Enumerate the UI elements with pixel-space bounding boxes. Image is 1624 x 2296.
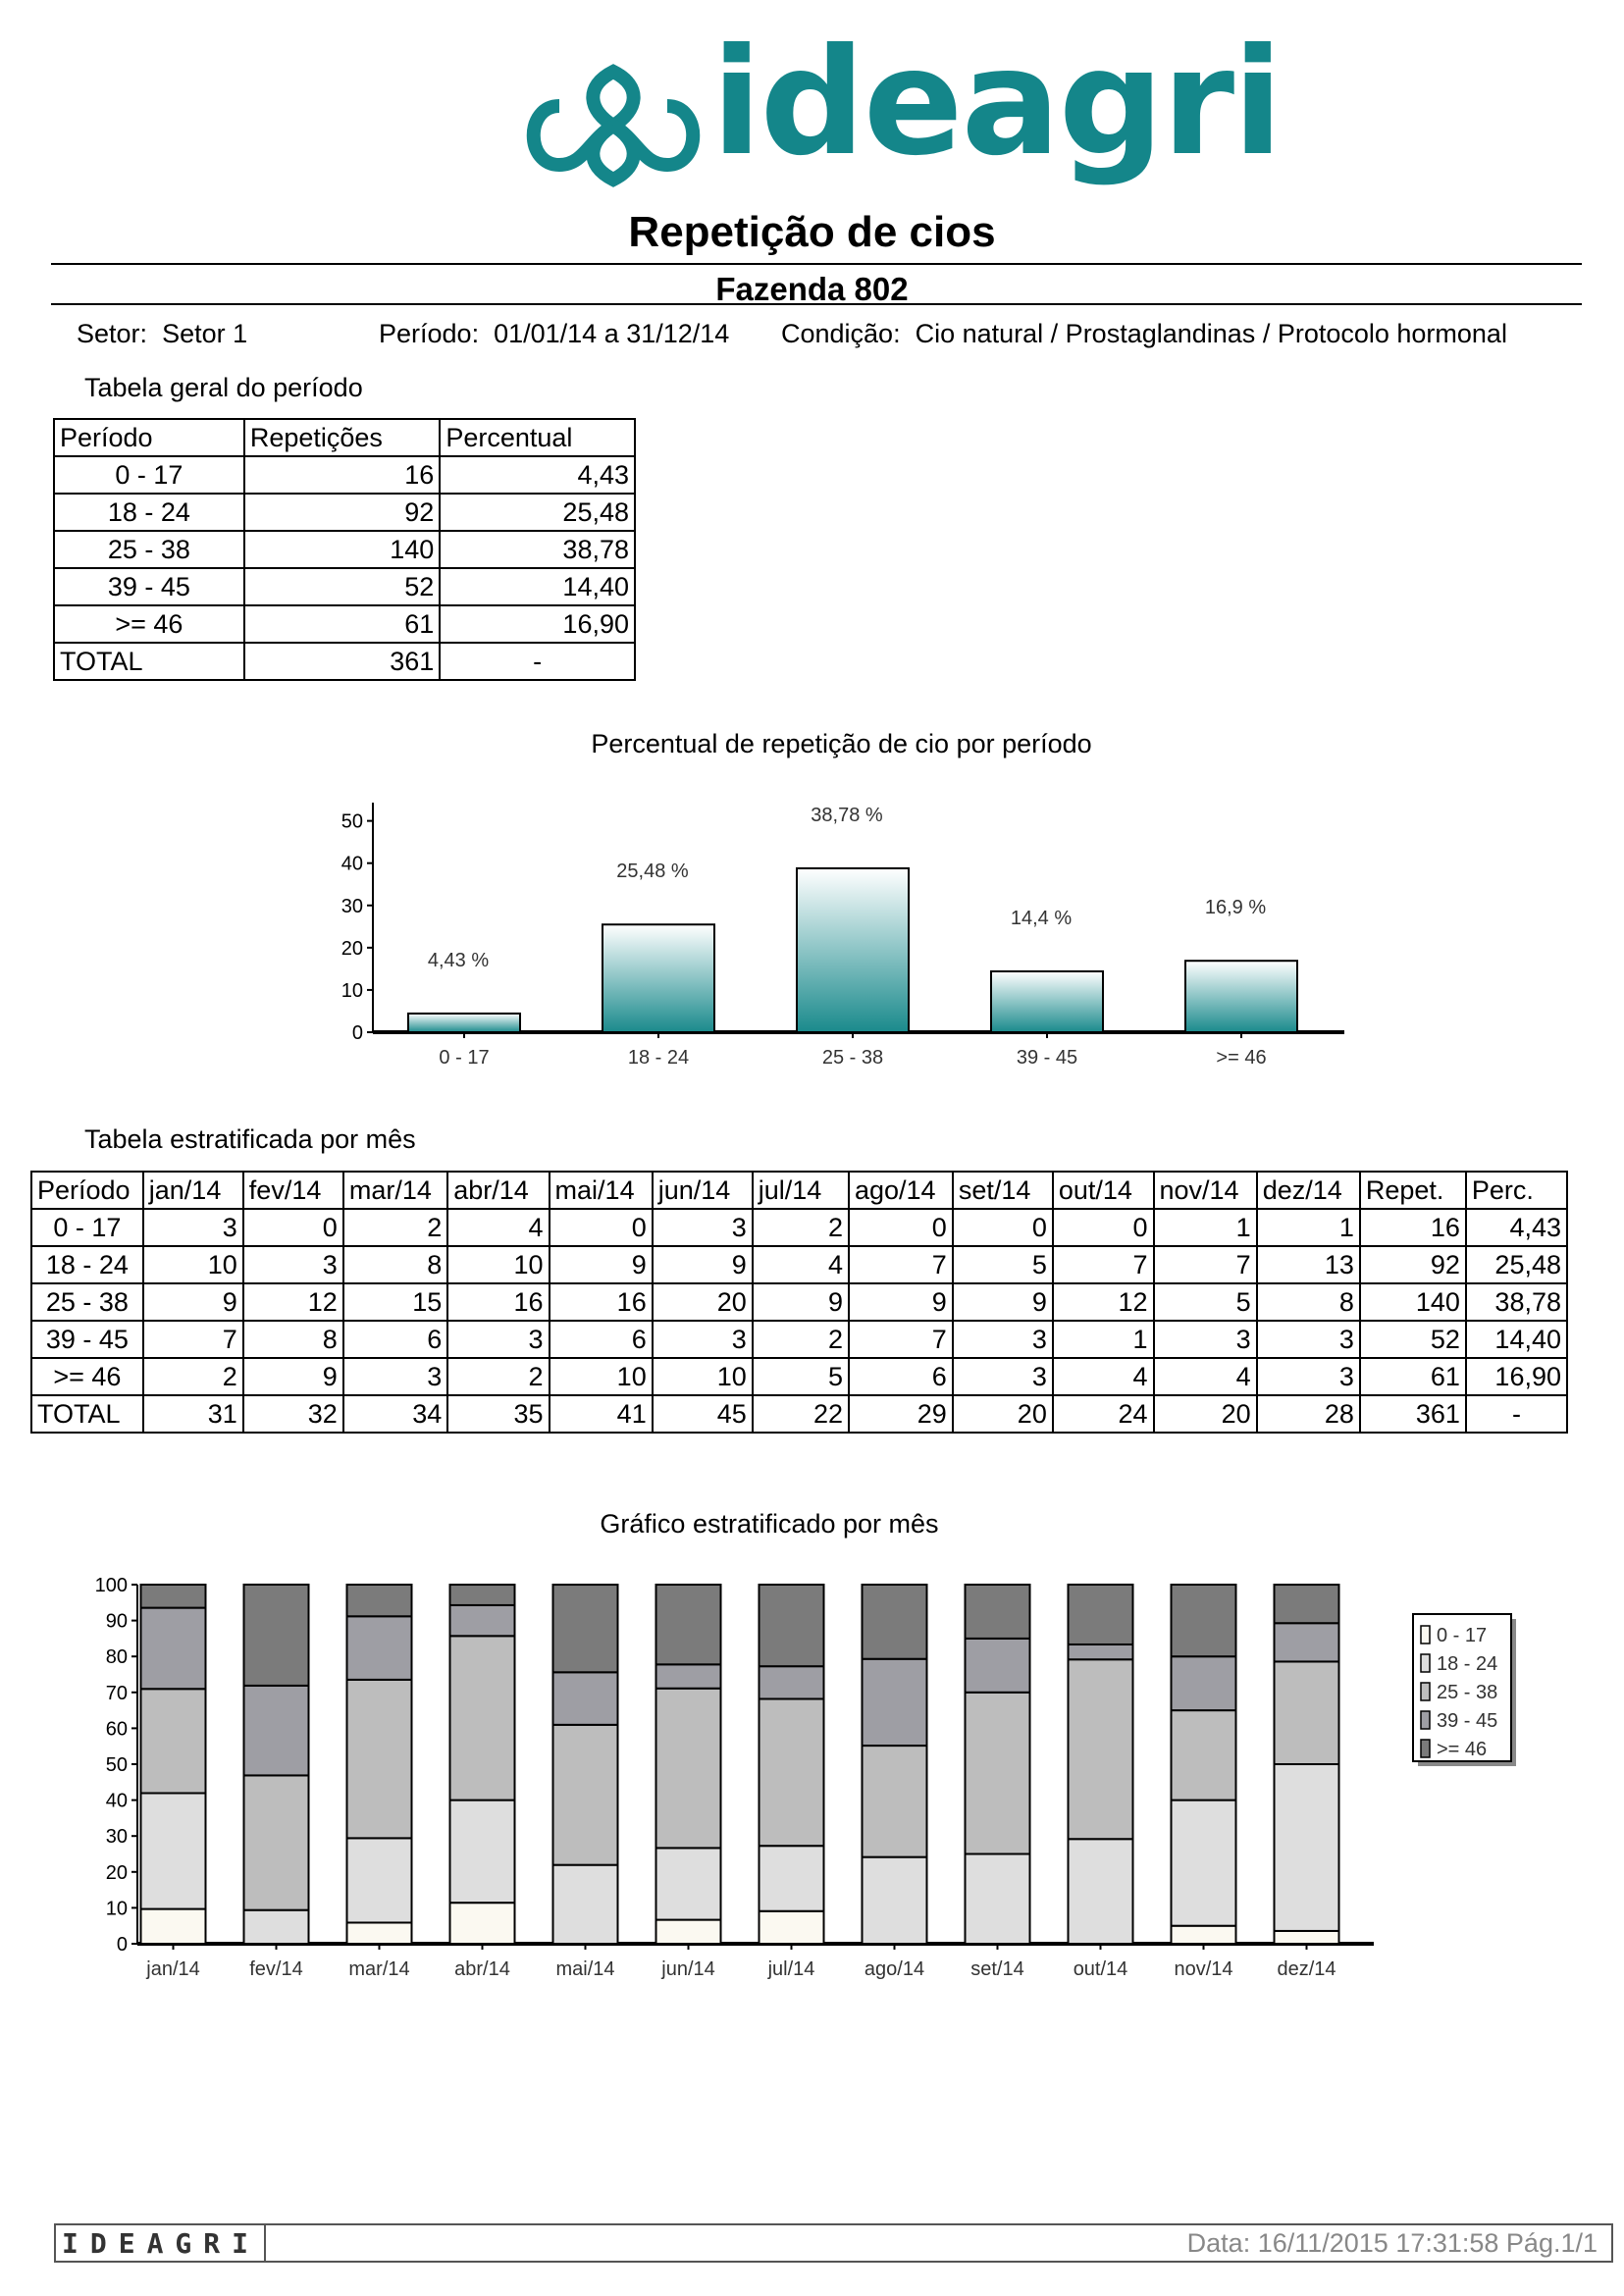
stacked-segment: [1172, 1585, 1236, 1656]
table-cell: 38,78: [440, 531, 635, 568]
stacked-segment: [1069, 1839, 1133, 1944]
table-cell: 25,48: [440, 494, 635, 531]
table-cell: 7: [1053, 1246, 1154, 1283]
table-cell: 9: [143, 1283, 243, 1321]
row-label: >= 46: [31, 1358, 143, 1395]
table-cell: 35: [447, 1395, 549, 1433]
row-label: >= 46: [54, 605, 244, 643]
table-cell: 5: [753, 1358, 849, 1395]
stacked-segment: [347, 1616, 412, 1680]
table-cell: 10: [447, 1246, 549, 1283]
table-cell: 16: [1360, 1209, 1466, 1246]
table-cell: 52: [1360, 1321, 1466, 1358]
row-label: 39 - 45: [54, 568, 244, 605]
table-cell: 32: [243, 1395, 343, 1433]
stacked-segment: [553, 1672, 618, 1725]
table-cell: 28: [1257, 1395, 1360, 1433]
column-header: Perc.: [1466, 1172, 1567, 1209]
y-tick-label: 10: [105, 1898, 128, 1920]
stacked-segment: [141, 1793, 206, 1908]
table-cell: 14,40: [1466, 1321, 1567, 1358]
stacked-segment: [656, 1848, 721, 1919]
x-tick-label: 18 - 24: [627, 1047, 690, 1069]
stacked-segment: [1172, 1926, 1236, 1944]
x-tick-label: nov/14: [1174, 1958, 1233, 1980]
general-table: [53, 418, 636, 681]
y-tick-label: 70: [105, 1682, 128, 1704]
farm-name: Fazenda 802: [715, 271, 909, 307]
y-tick-label: 80: [105, 1646, 128, 1669]
table-cell: 10: [143, 1246, 243, 1283]
table-cell: 25,48: [1466, 1246, 1567, 1283]
table-cell: 20: [1154, 1395, 1257, 1433]
table-cell: 4: [447, 1209, 549, 1246]
stacked-segment: [760, 1698, 824, 1846]
table-row: [54, 568, 635, 605]
table-cell: 8: [343, 1246, 447, 1283]
table-cell: 3: [1154, 1321, 1257, 1358]
footer-logo: [54, 2223, 266, 2263]
legend-label: 0 - 17: [1437, 1625, 1488, 1646]
footer-logo-text: IDEAGRI: [62, 2227, 261, 2260]
table-row: [54, 605, 635, 643]
legend-swatch: [1421, 1711, 1430, 1729]
page-title: Repetição de cios: [628, 208, 996, 256]
table-cell: 3: [653, 1321, 753, 1358]
table-cell: 0: [1053, 1209, 1154, 1246]
general-table-caption: Tabela geral do período: [84, 373, 363, 402]
stacked-segment: [656, 1689, 721, 1849]
legend-swatch: [1421, 1654, 1430, 1672]
condicao-label: Condição:: [781, 319, 901, 348]
table-cell: 29: [849, 1395, 953, 1433]
table-cell: 61: [1360, 1358, 1466, 1395]
monthly-table: [30, 1171, 1568, 1434]
stacked-segment: [244, 1910, 309, 1944]
table-cell: 15: [343, 1283, 447, 1321]
stacked-segment: [863, 1746, 927, 1857]
bar: [991, 971, 1103, 1032]
table-cell: 0: [953, 1209, 1053, 1246]
x-tick-label: mai/14: [555, 1958, 615, 1980]
stacked-segment: [1172, 1800, 1236, 1926]
column-header: jul/14: [753, 1172, 849, 1209]
footer-bar: [262, 2223, 1613, 2263]
stacked-segment: [760, 1585, 824, 1666]
table-cell: 4: [753, 1246, 849, 1283]
column-header: fev/14: [243, 1172, 343, 1209]
table-row: [31, 1246, 1567, 1283]
legend-swatch: [1421, 1626, 1430, 1644]
table-cell: 0: [243, 1209, 343, 1246]
table-cell: 8: [1257, 1283, 1360, 1321]
table-cell: 20: [953, 1395, 1053, 1433]
row-label: 18 - 24: [31, 1246, 143, 1283]
table-cell: 12: [1053, 1283, 1154, 1321]
table-cell: 3: [653, 1209, 753, 1246]
stacked-segment: [450, 1636, 515, 1800]
condicao-value: Cio natural / Prostaglandinas / Protocolo hormonal: [915, 319, 1507, 348]
y-tick-label: 20: [105, 1861, 128, 1884]
row-label: TOTAL: [54, 643, 244, 680]
table-cell: 6: [849, 1358, 953, 1395]
x-tick-label: dez/14: [1277, 1958, 1336, 1980]
bar-data-label: 4,43 %: [427, 949, 490, 971]
table-cell: 0: [550, 1209, 653, 1246]
x-tick-label: 0 - 17: [439, 1047, 490, 1069]
stacked-segment: [347, 1585, 412, 1616]
stacked-segment: [760, 1911, 824, 1944]
column-header: out/14: [1053, 1172, 1154, 1209]
y-tick-label: 60: [105, 1718, 128, 1741]
stacked-segment: [863, 1659, 927, 1746]
table-cell: 4: [1154, 1358, 1257, 1395]
table-cell: 9: [243, 1358, 343, 1395]
stacked-segment: [347, 1680, 412, 1838]
stacked-segment: [1069, 1585, 1133, 1644]
column-header: Repetições: [244, 419, 440, 456]
y-tick-label: 90: [105, 1610, 128, 1633]
condicao-info: [781, 319, 1507, 349]
bar: [602, 924, 714, 1032]
column-header: Repet.: [1360, 1172, 1466, 1209]
footer-date: Data: 16/11/2015 17:31:58 Pág.1/1: [1186, 2228, 1598, 2258]
y-tick-label: 100: [94, 1575, 128, 1596]
table-row: [31, 1209, 1567, 1246]
column-header: Período: [31, 1172, 143, 1209]
table-cell: 3: [953, 1321, 1053, 1358]
y-tick-label: 10: [341, 979, 363, 1002]
stacked-segment: [347, 1838, 412, 1922]
table-cell: 16,90: [1466, 1358, 1567, 1395]
table-cell: 9: [753, 1283, 849, 1321]
table-cell: 7: [143, 1321, 243, 1358]
bar-data-label: 14,4 %: [1010, 907, 1073, 929]
stacked-segment: [760, 1846, 824, 1911]
x-tick-label: jun/14: [661, 1958, 715, 1980]
bar: [1185, 961, 1297, 1032]
table-cell: 361: [244, 643, 440, 680]
table-cell: 2: [753, 1321, 849, 1358]
table-cell: 41: [550, 1395, 653, 1433]
x-tick-label: jul/14: [767, 1958, 815, 1980]
stacked-chart-title: Gráfico estratificado por mês: [600, 1509, 939, 1539]
table-cell: 16,90: [440, 605, 635, 643]
table-cell: 5: [953, 1246, 1053, 1283]
bar-data-label: 25,48 %: [616, 861, 689, 883]
table-cell: 31: [143, 1395, 243, 1433]
legend-label: 39 - 45: [1437, 1710, 1498, 1732]
table-row: [54, 494, 635, 531]
table-cell: 6: [343, 1321, 447, 1358]
stacked-segment: [1172, 1710, 1236, 1800]
stacked-segment: [141, 1909, 206, 1944]
table-cell: 9: [953, 1283, 1053, 1321]
column-header: abr/14: [447, 1172, 549, 1209]
table-cell: 140: [1360, 1283, 1466, 1321]
x-tick-label: 25 - 38: [821, 1047, 884, 1069]
stacked-segment: [1069, 1644, 1133, 1659]
stacked-segment: [656, 1664, 721, 1688]
table-cell: 3: [1257, 1358, 1360, 1395]
table-cell: 10: [653, 1358, 753, 1395]
x-tick-label: abr/14: [454, 1958, 510, 1980]
stacked-segment: [1275, 1585, 1339, 1623]
table-cell: 22: [753, 1395, 849, 1433]
legend-label: 25 - 38: [1437, 1682, 1498, 1703]
table-row: [54, 531, 635, 568]
title-divider: [51, 263, 1582, 265]
table-row: [54, 643, 635, 680]
stacked-segment: [1172, 1656, 1236, 1710]
table-cell: 2: [143, 1358, 243, 1395]
y-tick-label: 40: [105, 1790, 128, 1812]
column-header: jun/14: [653, 1172, 753, 1209]
stacked-segment: [1275, 1661, 1339, 1764]
table-cell: 16: [550, 1283, 653, 1321]
stacked-segment: [1275, 1931, 1339, 1944]
stacked-segment: [760, 1666, 824, 1698]
table-cell: 2: [343, 1209, 447, 1246]
table-cell: 34: [343, 1395, 447, 1433]
table-cell: -: [1466, 1395, 1567, 1433]
legend-swatch: [1421, 1740, 1430, 1757]
setor-value: Setor 1: [162, 319, 248, 348]
column-header: Período: [54, 419, 244, 456]
monthly-stacked-chart: [59, 1565, 1550, 1997]
table-cell: 0: [849, 1209, 953, 1246]
bar-data-label: 16,9 %: [1204, 897, 1267, 919]
stacked-segment: [1275, 1623, 1339, 1661]
table-row: [54, 456, 635, 494]
table-row: [31, 1321, 1567, 1358]
row-label: 18 - 24: [54, 494, 244, 531]
stacked-segment: [141, 1689, 206, 1793]
table-row: [31, 1395, 1567, 1433]
stacked-segment: [966, 1854, 1030, 1945]
stacked-segment: [553, 1865, 618, 1944]
x-tick-label: out/14: [1073, 1958, 1128, 1980]
stacked-segment: [656, 1920, 721, 1944]
bar-data-label: 38,78 %: [811, 804, 883, 826]
table-cell: 9: [550, 1246, 653, 1283]
row-label: 25 - 38: [54, 531, 244, 568]
x-tick-label: mar/14: [348, 1958, 410, 1980]
stacked-segment: [553, 1585, 618, 1672]
y-tick-label: 40: [341, 853, 363, 875]
table-cell: 24: [1053, 1395, 1154, 1433]
table-cell: 16: [244, 456, 440, 494]
table-cell: 3: [143, 1209, 243, 1246]
logo-wordmark: ideagri: [711, 18, 1282, 188]
bar: [408, 1014, 520, 1032]
stacked-segment: [1275, 1764, 1339, 1931]
periodo-label: Período:: [379, 319, 480, 348]
table-header-row: [54, 419, 635, 456]
stacked-segment: [450, 1605, 515, 1636]
ideagri-logo: [520, 18, 1282, 204]
y-tick-label: 50: [341, 810, 363, 833]
periodo-value: 01/01/14 a 31/12/14: [494, 319, 730, 348]
table-cell: 7: [849, 1246, 953, 1283]
table-cell: 16: [447, 1283, 549, 1321]
row-label: 0 - 17: [54, 456, 244, 494]
table-cell: 12: [243, 1283, 343, 1321]
table-cell: 92: [244, 494, 440, 531]
y-tick-label: 30: [105, 1826, 128, 1849]
table-header-row: [31, 1172, 1567, 1209]
setor-info: [77, 319, 247, 349]
table-cell: 7: [1154, 1246, 1257, 1283]
row-label: 39 - 45: [31, 1321, 143, 1358]
stacked-segment: [966, 1693, 1030, 1854]
setor-label: Setor:: [77, 319, 148, 348]
table-cell: 38,78: [1466, 1283, 1567, 1321]
y-tick-label: 20: [341, 937, 363, 960]
x-tick-label: set/14: [970, 1958, 1024, 1980]
stacked-segment: [141, 1585, 206, 1608]
table-cell: 4: [1053, 1358, 1154, 1395]
stacked-segment: [450, 1903, 515, 1944]
table-cell: 52: [244, 568, 440, 605]
table-cell: 8: [243, 1321, 343, 1358]
row-label: 0 - 17: [31, 1209, 143, 1246]
y-tick-label: 0: [116, 1934, 128, 1956]
x-tick-label: ago/14: [864, 1958, 925, 1980]
table-cell: 3: [953, 1358, 1053, 1395]
table-cell: 6: [550, 1321, 653, 1358]
x-tick-label: 39 - 45: [1016, 1047, 1078, 1069]
row-label: 25 - 38: [31, 1283, 143, 1321]
table-cell: 45: [653, 1395, 753, 1433]
table-cell: 14,40: [440, 568, 635, 605]
table-cell: 7: [849, 1321, 953, 1358]
table-cell: 10: [550, 1358, 653, 1395]
table-row: [31, 1358, 1567, 1395]
table-cell: 9: [849, 1283, 953, 1321]
stacked-segment: [863, 1585, 927, 1659]
table-cell: 1: [1257, 1209, 1360, 1246]
percent-bar-chart: [314, 775, 1354, 1079]
column-header: jan/14: [143, 1172, 243, 1209]
legend-label: >= 46: [1437, 1739, 1488, 1760]
table-cell: 3: [1257, 1321, 1360, 1358]
table-cell: 361: [1360, 1395, 1466, 1433]
column-header: ago/14: [849, 1172, 953, 1209]
legend-swatch: [1421, 1683, 1430, 1700]
monthly-table-caption: Tabela estratificada por mês: [84, 1124, 416, 1154]
table-cell: 5: [1154, 1283, 1257, 1321]
stacked-segment: [553, 1725, 618, 1865]
table-cell: 140: [244, 531, 440, 568]
x-tick-label: fev/14: [249, 1958, 303, 1980]
table-cell: 3: [243, 1246, 343, 1283]
periodo-info: [379, 319, 729, 349]
table-cell: 61: [244, 605, 440, 643]
stacked-segment: [450, 1585, 515, 1605]
table-cell: 13: [1257, 1246, 1360, 1283]
column-header: dez/14: [1257, 1172, 1360, 1209]
stacked-segment: [141, 1608, 206, 1690]
stacked-segment: [966, 1639, 1030, 1693]
table-cell: -: [440, 643, 635, 680]
bar-chart-title: Percentual de repetição de cio por período: [591, 729, 1092, 758]
table-cell: 3: [447, 1321, 549, 1358]
stacked-segment: [347, 1922, 412, 1944]
legend-label: 18 - 24: [1437, 1653, 1498, 1675]
y-tick-label: 0: [351, 1022, 363, 1044]
table-cell: 4,43: [440, 456, 635, 494]
column-header: mar/14: [343, 1172, 447, 1209]
farm-divider: [51, 303, 1582, 305]
column-header: nov/14: [1154, 1172, 1257, 1209]
x-tick-label: >= 46: [1216, 1047, 1267, 1069]
table-cell: 3: [343, 1358, 447, 1395]
table-cell: 1: [1053, 1321, 1154, 1358]
column-header: set/14: [953, 1172, 1053, 1209]
table-cell: 2: [447, 1358, 549, 1395]
stacked-segment: [1069, 1659, 1133, 1839]
table-cell: 4,43: [1466, 1209, 1567, 1246]
column-header: mai/14: [550, 1172, 653, 1209]
table-cell: 20: [653, 1283, 753, 1321]
table-cell: 9: [653, 1246, 753, 1283]
x-tick-label: jan/14: [146, 1958, 200, 1980]
table-cell: 1: [1154, 1209, 1257, 1246]
table-cell: 2: [753, 1209, 849, 1246]
table-row: [31, 1283, 1567, 1321]
y-tick-label: 30: [341, 895, 363, 917]
ideagri-knot-icon: [520, 47, 707, 204]
stacked-segment: [244, 1686, 309, 1776]
bar: [797, 868, 909, 1032]
stacked-segment: [656, 1585, 721, 1664]
stacked-segment: [863, 1857, 927, 1944]
row-label: TOTAL: [31, 1395, 143, 1433]
stacked-segment: [450, 1800, 515, 1904]
column-header: Percentual: [440, 419, 635, 456]
stacked-segment: [244, 1585, 309, 1686]
y-tick-label: 50: [105, 1754, 128, 1776]
table-cell: 92: [1360, 1246, 1466, 1283]
stacked-segment: [244, 1775, 309, 1909]
stacked-segment: [966, 1585, 1030, 1639]
